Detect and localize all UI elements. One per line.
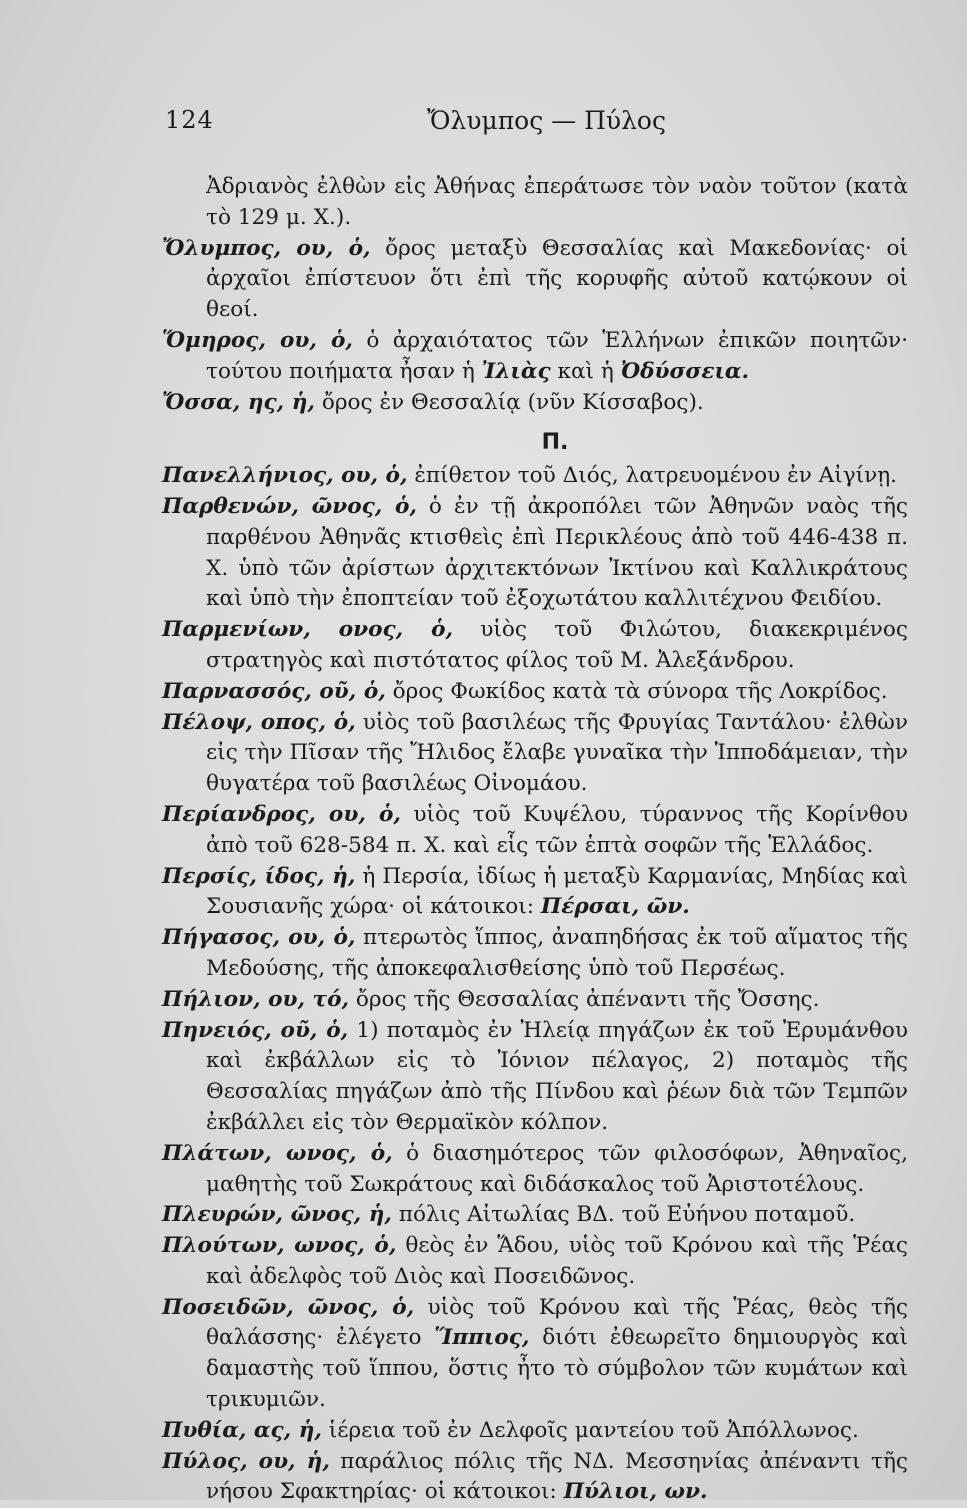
entry-lemma: Πύλος, ου, ἡ, xyxy=(162,1448,330,1474)
entry-pineios xyxy=(162,1016,908,1139)
entry-parmenion xyxy=(162,615,908,677)
section-letter: Π. xyxy=(541,430,569,456)
entry-text: 1) ποταμὸς ἐν Ἠλείᾳ πηγάζων ἐκ τοῦ Ἐρυμάνθου καὶ ἐκβάλλων εἰς τὸ Ἰόνιον πέλαγος, 2) ποταμὸς τῆς Θεσσαλίας πηγάζων ἀπὸ τῆς Πίνδου καὶ ῥέων διὰ τῶν Τεμπῶν ἐκβάλλει εἰς τὸν Θερμαϊκὸν κόλπον. xyxy=(206,1017,908,1135)
entry-pigasos xyxy=(162,923,908,985)
entry-lemma: Πυθία, ας, ἡ, xyxy=(162,1417,322,1443)
continuation-text: Ἀδριανὸς ἐλθὼν εἰς Ἀθήνας ἐπεράτωσε τὸν ναὸν τοῦτον (κατὰ τὸ 129 μ. Χ.). xyxy=(206,174,908,230)
entry-text: ἡ Περσία, ἰδίως ἡ μεταξὺ Καρμανίας, Μηδίας καὶ Σουσιανῆς χώρα· οἱ κάτοικοι: xyxy=(206,863,908,920)
entry-pelops xyxy=(162,708,908,800)
entry-pilion xyxy=(162,985,908,1016)
entry-platon xyxy=(162,1139,908,1201)
entry-emphasis: Ὀδύσσεια. xyxy=(620,358,750,384)
entry-text: υἱὸς τοῦ Κυψέλου, τύραννος τῆς Κορίνθου ἀπὸ τοῦ 628-584 π. Χ. καὶ εἷς τῶν ἑπτὰ σοφῶν τῆς Ἑλλάδος. xyxy=(206,801,908,858)
page-number: 124 xyxy=(165,106,214,134)
entry-text: υἱὸς τοῦ Φιλώτου, διακεκριμένος στρατηγὸς καὶ πιστότατος φίλος τοῦ Μ. Ἀλεξάνδρου. xyxy=(206,617,909,673)
entry-plouton xyxy=(162,1231,908,1293)
entry-lemma: Περσίς, ίδος, ἡ, xyxy=(162,863,356,889)
entry-text: παράλιος πόλις τῆς ΝΔ. Μεσσηνίας ἀπέναντι τῆς νήσου Σφακτηρίας· οἱ κάτοικοι: xyxy=(206,1448,908,1505)
entry-text: υἱὸς τοῦ βασιλέως τῆς Φρυγίας Ταντάλου· ἐλθὼν εἰς τὴν Πῖσαν τῆς Ἤλιδος ἔλαβε γυναῖκα τὴν Ἱπποδάμειαν, τὴν θυγατέρα τοῦ βασιλέως Οἰνομάου. xyxy=(206,709,908,797)
entry-emphasis: Ἵππιος, xyxy=(434,1325,530,1351)
entry-lemma: Πλάτων, ωνος, ὁ, xyxy=(162,1140,393,1166)
page-header xyxy=(0,102,967,142)
entry-periandros xyxy=(162,800,908,862)
entry-emphasis: Ἰλιὰς xyxy=(481,358,551,384)
entry-lemma: Περίανδρος, ου, ὁ, xyxy=(162,801,401,827)
entry-text: ὁ ἐν τῇ ἀκροπόλει τῶν Ἀθηνῶν ναὸς τῆς παρθένου Ἀθηνᾶς κτισθεὶς ἐπὶ Περικλέους ἀπὸ τοῦ 446-438 π. Χ. ὑπὸ τῶν ἀρίστων ἀρχιτεκτόνων Ἰκτίνου καὶ Καλλικράτους καὶ ὑπὸ τὴν ἐποπτείαν τοῦ ἐξοχωτάτου καλλιτέχνου Φειδίου. xyxy=(206,493,908,612)
entry-text: καὶ ἡ xyxy=(550,358,621,384)
entry-lemma: Πέλοψ, οπος, ὁ, xyxy=(162,709,356,735)
entry-text: ὄρος τῆς Θεσσαλίας ἀπέναντι τῆς Ὄσσης. xyxy=(348,986,820,1012)
entry-text: θεὸς ἐν Ἅδου, υἱὸς τοῦ Κρόνου καὶ τῆς Ῥέας καὶ ἀδελφὸς τοῦ Διὸς καὶ Ποσειδῶνος. xyxy=(206,1233,908,1289)
entry-lemma: Παρθενών, ῶνος, ὁ, xyxy=(162,493,417,519)
entry-text: πόλις Αἰτωλίας ΒΔ. τοῦ Εὐήνου ποταμοῦ. xyxy=(391,1202,856,1228)
entry-lemma: Ὅμηρος, ου, ὁ, xyxy=(162,327,353,353)
entry-text: ὁ διασημότερος τῶν φιλοσόφων, Ἀθηναῖος, μαθητὴς τοῦ Σωκράτους καὶ διδάσκαλος τοῦ Ἀριστοτέλους. xyxy=(206,1140,908,1197)
entry-lemma: Πλούτων, ωνος, ὁ, xyxy=(162,1233,397,1259)
entry-olympos xyxy=(162,234,908,326)
entry-text: διότι ἐθεωρεῖτο δημιουργὸς καὶ δαμαστὴς τοῦ ἵππου, ὅστις ἦτο τὸ σύμβολον τῶν κυμάτων καὶ τρικυμιῶν. xyxy=(206,1325,908,1413)
entry-lemma: Πηνειός, οῦ, ὁ, xyxy=(162,1017,349,1043)
entry-lemma: Ποσειδῶν, ῶνος, ὁ, xyxy=(162,1294,415,1320)
entry-lemma: Ὄλυμπος, ου, ὁ, xyxy=(162,235,371,261)
entry-parthenon xyxy=(162,492,908,615)
entry-poseidon xyxy=(162,1293,908,1416)
entry-text: ὄρος μεταξὺ Θεσσαλίας καὶ Μακεδονίας· οἱ ἀρχαῖοι ἐπίστευον ὅτι ἐπὶ τῆς κορυφῆς αὐτοῦ κατῴκουν οἱ θεοί. xyxy=(206,235,908,323)
glossary-body xyxy=(162,172,908,1508)
entry-text: ὁ ἀρχαιότατος τῶν Ἑλλήνων ἐπικῶν ποιητῶν· τούτου ποιήματα ἦσαν ἡ xyxy=(206,327,908,384)
entry-panellinios xyxy=(162,461,908,492)
entry-text: υἱὸς τοῦ Κρόνου καὶ τῆς Ῥέας, θεὸς τῆς θαλάσσης· ἐλέγετο xyxy=(206,1294,908,1351)
entry-text: ἱέρεια τοῦ ἐν Δελφοῖς μαντείου τοῦ Ἀπόλλωνος. xyxy=(321,1417,859,1443)
entry-pleuron xyxy=(162,1200,908,1231)
entry-lemma: Πανελλήνιος, ου, ὁ, xyxy=(162,463,408,489)
entry-lemma: Πήγασος, ου, ὁ, xyxy=(162,925,356,951)
entry-text: ὄρος Φωκίδος κατὰ τὰ σύνορα τῆς Λοκρίδος. xyxy=(385,678,888,704)
entry-omiros xyxy=(162,326,908,388)
entry-text: ἐπίθετον τοῦ Διός, λατρευομένου ἐν Αἰγίνῃ. xyxy=(407,463,898,489)
entry-lemma: Πήλιον, ου, τό, xyxy=(162,986,349,1012)
entry-ossa xyxy=(162,388,908,419)
entry-parnassos xyxy=(162,677,908,708)
entry-text: ὄρος ἐν Θεσσαλίᾳ (νῦν Κίσσαβος). xyxy=(314,389,704,415)
running-head: Ὄλυμπος — Πύλος xyxy=(427,106,666,135)
entry-pylos xyxy=(162,1447,908,1508)
entry-emphasis: Πύλιοι, ων. xyxy=(563,1479,708,1505)
entry-lemma: Ὄσσα, ης, ἡ, xyxy=(162,389,315,415)
entry-lemma: Παρμενίων, ονος, ὁ, xyxy=(162,617,453,643)
entry-emphasis: Πέρσαι, ῶν. xyxy=(540,894,690,920)
entry-persis xyxy=(162,862,908,924)
entry-pythia xyxy=(162,1416,908,1447)
entry-lemma: Παρνασσός, οῦ, ὁ, xyxy=(162,678,386,704)
entry-lemma: Πλευρών, ῶνος, ἡ, xyxy=(162,1202,392,1228)
entry-text: πτερωτὸς ἵππος, ἀναπηδήσας ἐκ τοῦ αἵματος τῆς Μεδούσης, τῆς ἀποκεφαλισθείσης ὑπὸ τοῦ Περσέως. xyxy=(206,925,908,981)
